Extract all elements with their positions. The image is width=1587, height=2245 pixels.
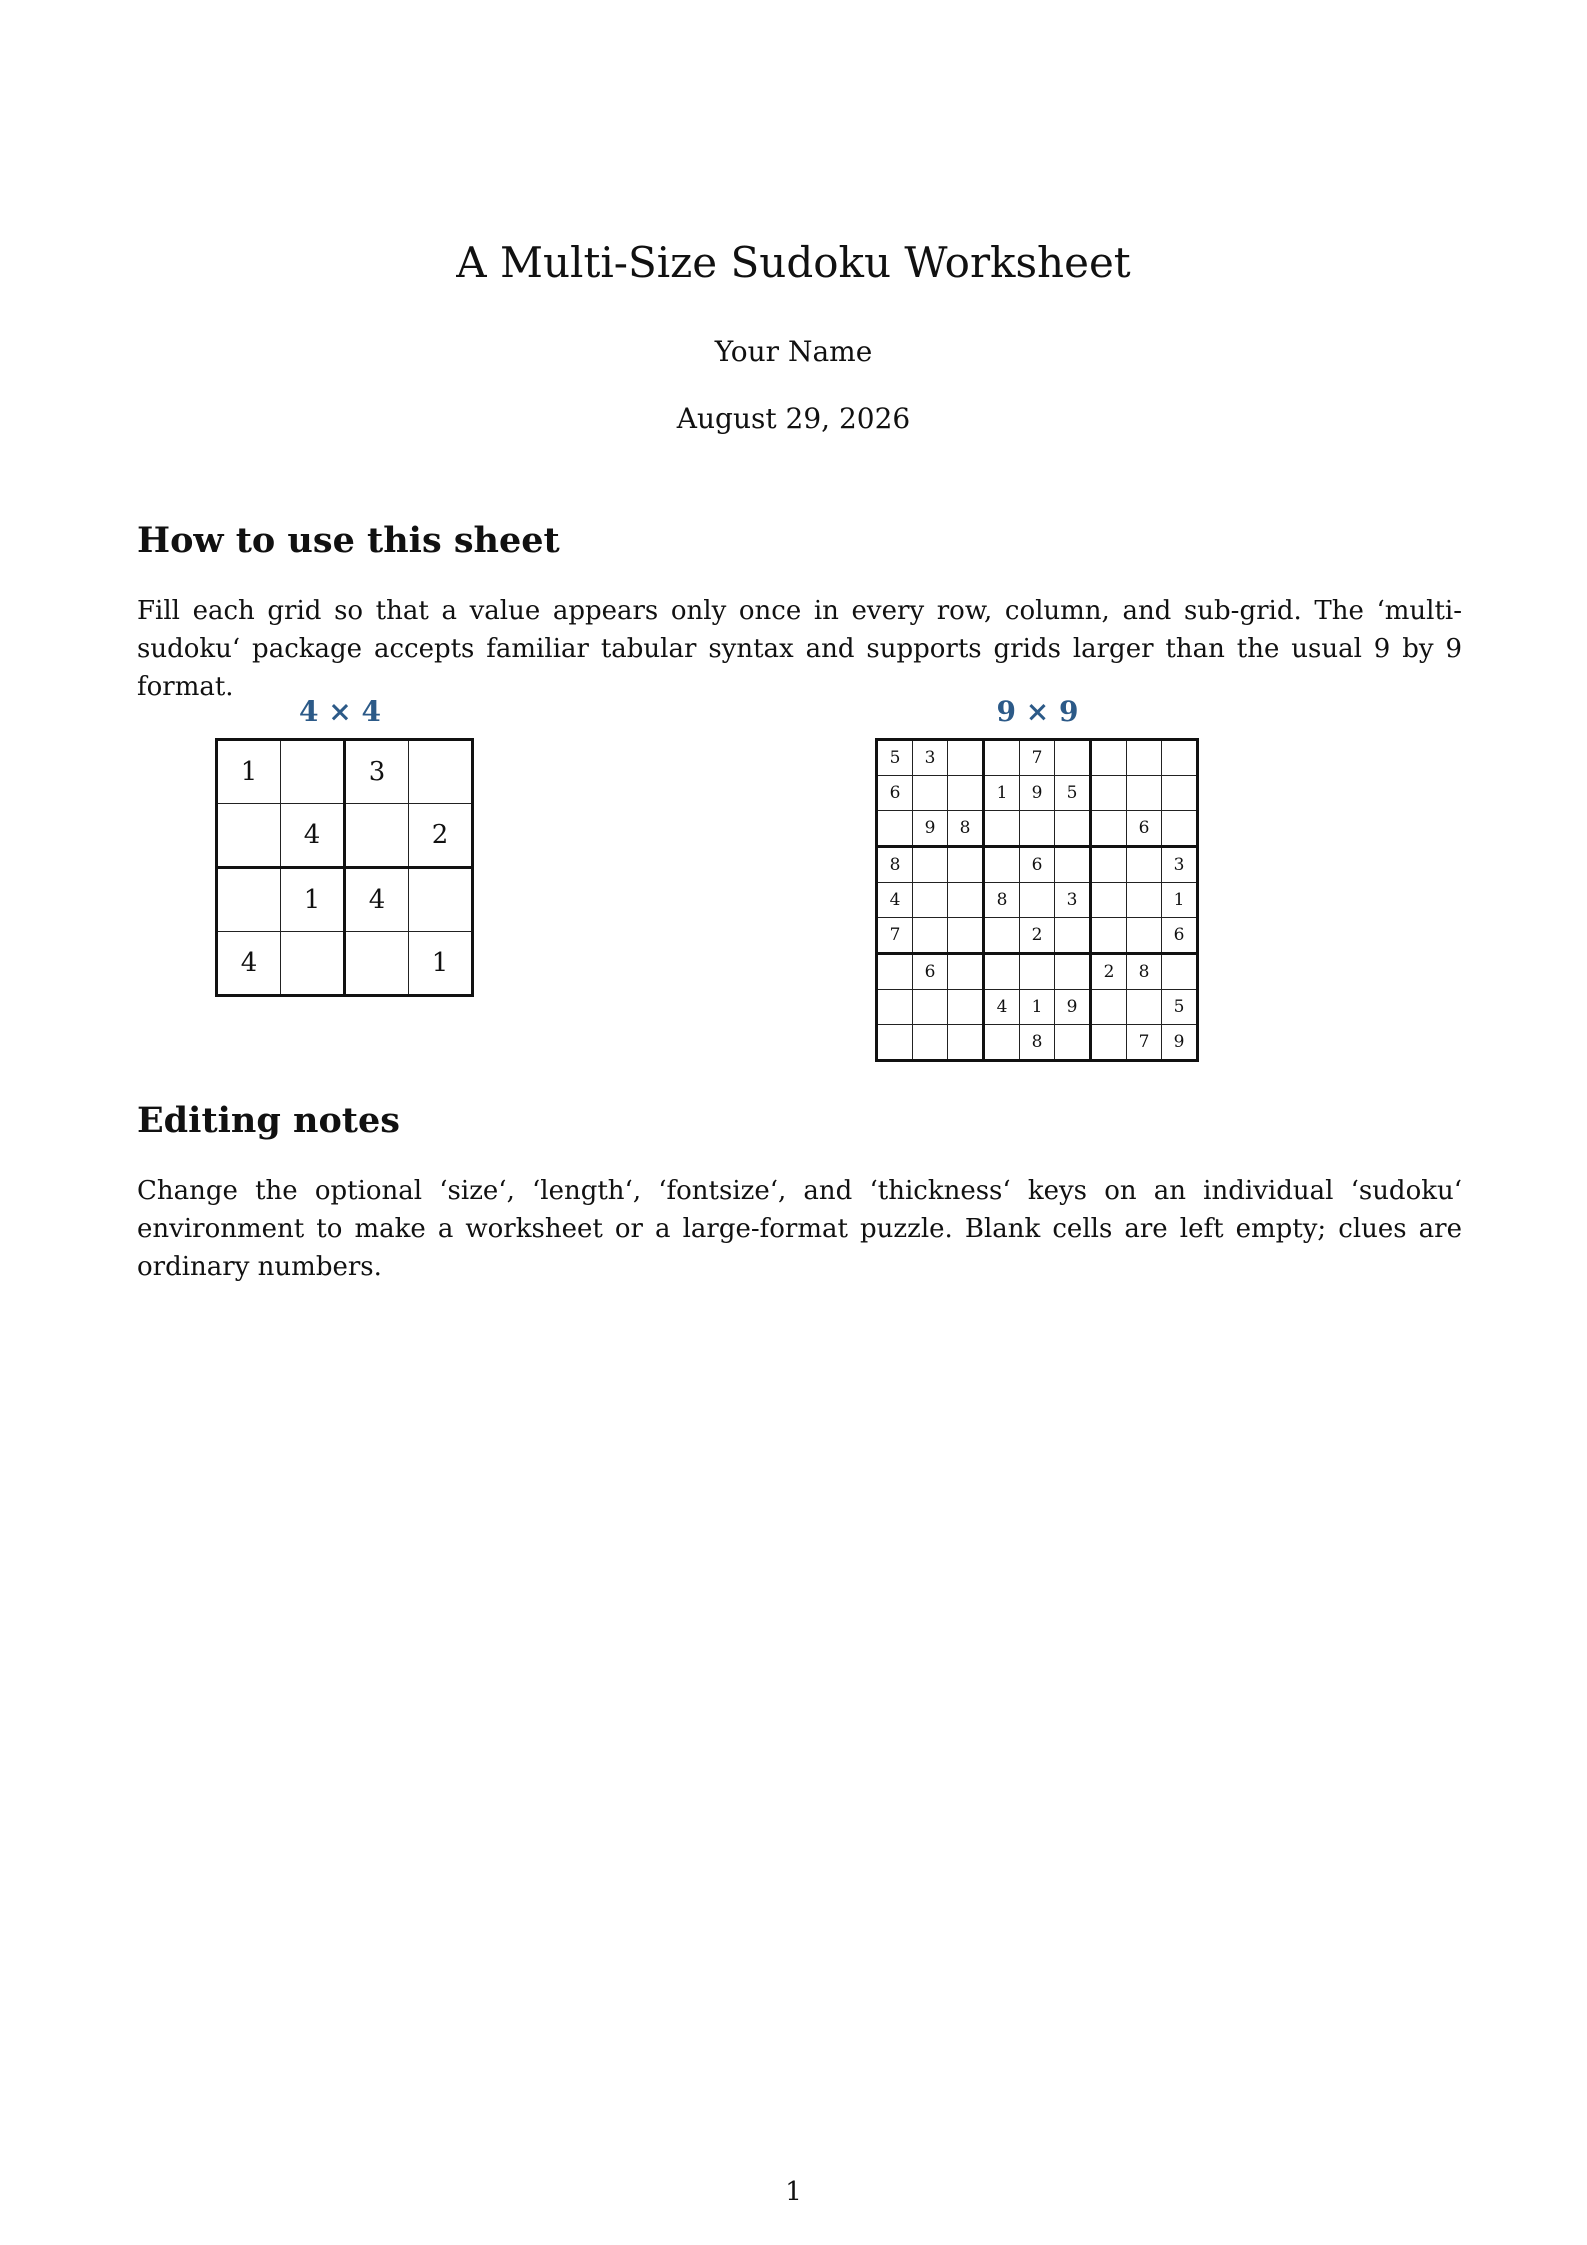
grid-cell-clue: 6 xyxy=(913,954,948,990)
grid-cell-blank xyxy=(409,740,473,804)
grid-cell-blank xyxy=(948,740,984,776)
grid-cell-blank xyxy=(984,740,1020,776)
grid-row xyxy=(877,811,1198,847)
grid-cell-blank xyxy=(984,1025,1020,1061)
grid-cell-blank xyxy=(1162,776,1198,811)
section-body-editing-notes: Change the optional ‘size‘, ‘length‘, ‘fontsize‘, and ‘thickness‘ keys on an individual ‘sudoku‘ environment to make a worksheet or a large-format puzzle. Blank cells are left empty; clues are ordinary numbers. xyxy=(137,1176,1462,1282)
grid-cell-blank xyxy=(281,932,345,996)
grid-cell-blank xyxy=(948,847,984,883)
grid-cell-blank xyxy=(1127,847,1162,883)
grid-cell-blank xyxy=(1127,990,1162,1025)
grid-cell-blank xyxy=(1162,811,1198,847)
grid-cell-blank xyxy=(1020,954,1055,990)
grid-cell-blank xyxy=(984,811,1020,847)
grid-cell-clue: 1 xyxy=(1162,883,1198,918)
grid-cell-blank xyxy=(281,740,345,804)
grid-cell-clue: 8 xyxy=(948,811,984,847)
grid-row xyxy=(217,932,473,996)
grid-cell-blank xyxy=(1091,1025,1127,1061)
grid-cell-clue: 4 xyxy=(217,932,281,996)
document-title: A Multi-Size Sudoku Worksheet xyxy=(456,238,1131,287)
grid-cell-clue: 5 xyxy=(1162,990,1198,1025)
grid-cell-clue: 5 xyxy=(877,740,913,776)
grid-cell-blank xyxy=(217,804,281,868)
grid-cell-clue: 1 xyxy=(984,776,1020,811)
grid-row xyxy=(877,883,1198,918)
grid-cell-blank xyxy=(1127,776,1162,811)
grid-cell-blank xyxy=(345,804,409,868)
grid-cell-clue: 3 xyxy=(913,740,948,776)
grid-row xyxy=(217,740,473,804)
document-date: August 29, 2026 xyxy=(676,402,911,435)
grid-caption-9x9: 9 × 9 xyxy=(996,695,1079,728)
grid-cell-blank xyxy=(1055,918,1091,954)
grid-cell-clue: 4 xyxy=(281,804,345,868)
grid-cell-clue: 4 xyxy=(345,868,409,932)
grid-cell-clue: 8 xyxy=(1127,954,1162,990)
grid-cell-blank xyxy=(1055,954,1091,990)
section-heading-how-to-use: How to use this sheet xyxy=(137,520,560,561)
grid-cell-blank xyxy=(948,990,984,1025)
grid-cell-blank xyxy=(1091,847,1127,883)
grid-cell-blank xyxy=(913,776,948,811)
grid-cell-blank xyxy=(1162,740,1198,776)
grid-cell-blank xyxy=(948,883,984,918)
sudoku-grid-9x9 xyxy=(875,738,1199,1062)
grid-cell-clue: 3 xyxy=(1162,847,1198,883)
grid-cell-blank xyxy=(913,847,948,883)
grid-cell-blank xyxy=(1162,954,1198,990)
grid-cell-blank xyxy=(948,918,984,954)
grid-cell-clue: 1 xyxy=(1020,990,1055,1025)
grid-cell-blank xyxy=(948,1025,984,1061)
grid-cell-blank xyxy=(1091,740,1127,776)
grid-row xyxy=(877,990,1198,1025)
grid-cell-blank xyxy=(1055,847,1091,883)
grid-cell-blank xyxy=(1091,811,1127,847)
grid-cell-blank xyxy=(948,776,984,811)
grid-cell-clue: 3 xyxy=(345,740,409,804)
grid-cell-blank xyxy=(877,1025,913,1061)
grid-cell-blank xyxy=(1091,883,1127,918)
grid-cell-clue: 9 xyxy=(913,811,948,847)
grid-row xyxy=(877,740,1198,776)
grid-cell-blank xyxy=(1127,918,1162,954)
grid-cell-clue: 9 xyxy=(1055,990,1091,1025)
grid-cell-blank xyxy=(913,990,948,1025)
page-number: 1 xyxy=(785,2177,802,2207)
grid-cell-blank xyxy=(984,847,1020,883)
grid-cell-clue: 9 xyxy=(1020,776,1055,811)
grid-cell-clue: 2 xyxy=(409,804,473,868)
grid-cell-blank xyxy=(948,954,984,990)
grid-cell-blank xyxy=(984,918,1020,954)
grid-cell-blank xyxy=(877,954,913,990)
grid-row xyxy=(877,1025,1198,1061)
grid-cell-clue: 7 xyxy=(1127,1025,1162,1061)
grid-cell-clue: 8 xyxy=(984,883,1020,918)
document-author: Your Name xyxy=(714,335,873,368)
grid-row xyxy=(877,847,1198,883)
grid-cell-blank xyxy=(877,811,913,847)
grid-cell-blank xyxy=(1055,740,1091,776)
grid-cell-clue: 3 xyxy=(1055,883,1091,918)
grid-cell-clue: 8 xyxy=(877,847,913,883)
grid-cell-clue: 4 xyxy=(984,990,1020,1025)
grid-cell-blank xyxy=(984,954,1020,990)
grid-cell-clue: 4 xyxy=(877,883,913,918)
grid-cell-clue: 8 xyxy=(1020,1025,1055,1061)
grid-row xyxy=(877,776,1198,811)
grid-cell-clue: 6 xyxy=(1162,918,1198,954)
grid-cell-clue: 1 xyxy=(217,740,281,804)
grid-cell-blank xyxy=(1091,990,1127,1025)
grid-cell-blank xyxy=(913,883,948,918)
grid-cell-clue: 7 xyxy=(1020,740,1055,776)
sudoku-grid-4x4 xyxy=(215,738,474,997)
grid-row xyxy=(877,954,1198,990)
grid-cell-blank xyxy=(1127,883,1162,918)
grid-row xyxy=(217,868,473,932)
grid-cell-blank xyxy=(1020,883,1055,918)
section-heading-editing-notes: Editing notes xyxy=(137,1100,400,1141)
grid-cell-blank xyxy=(1091,918,1127,954)
grid-cell-blank xyxy=(1127,740,1162,776)
grid-row xyxy=(877,918,1198,954)
grid-cell-clue: 2 xyxy=(1020,918,1055,954)
grid-row xyxy=(217,804,473,868)
section-body-how-to-use: Fill each grid so that a value appears only once in every row, column, and sub-grid. The ‘multi-sudoku‘ package accepts familiar tabular syntax and supports grids larger than the usual 9 by 9 format. xyxy=(137,596,1462,702)
grid-cell-blank xyxy=(1091,776,1127,811)
grid-cell-clue: 9 xyxy=(1162,1025,1198,1061)
grid-cell-blank xyxy=(1055,811,1091,847)
grid-cell-blank xyxy=(1055,1025,1091,1061)
grid-cell-clue: 5 xyxy=(1055,776,1091,811)
grid-cell-blank xyxy=(1020,811,1055,847)
grid-cell-blank xyxy=(345,932,409,996)
grid-cell-clue: 1 xyxy=(281,868,345,932)
grid-cell-blank xyxy=(217,868,281,932)
grid-cell-clue: 7 xyxy=(877,918,913,954)
grid-cell-clue: 6 xyxy=(1020,847,1055,883)
grid-cell-clue: 6 xyxy=(1127,811,1162,847)
grid-cell-blank xyxy=(913,918,948,954)
grid-cell-blank xyxy=(877,990,913,1025)
grid-cell-blank xyxy=(409,868,473,932)
grid-cell-clue: 1 xyxy=(409,932,473,996)
grid-caption-4x4: 4 × 4 xyxy=(299,695,381,728)
grid-cell-blank xyxy=(913,1025,948,1061)
grid-cell-clue: 6 xyxy=(877,776,913,811)
grid-cell-clue: 2 xyxy=(1091,954,1127,990)
